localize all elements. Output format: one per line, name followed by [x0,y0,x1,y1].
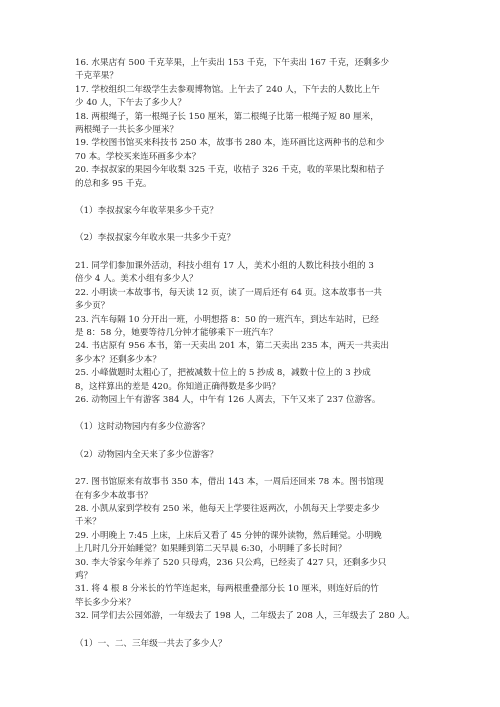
problem-block-21-26 [75,260,444,407]
text-line: 多少页？ [75,301,110,312]
sub-question: （1）一、二、三年级一共去了多少人？ [75,638,227,649]
text-line: 24. 书店原有 956 本书，第一天卖出 201 本，第二天卖出 235 本，两天一共卖出 [75,341,390,352]
text-line: 千克苹果？ [75,71,118,82]
sub-question: （1）这时动物园内有多少位游客？ [75,422,210,433]
text-line: 鸡？ [75,571,93,581]
text-line: 是 8：58 分，她要等待几分钟才能够乘下一班汽车？ [75,327,278,338]
text-line: 27. 图书馆原来有故事书 350 本，借出 143 本，一周后还回来 78 本。图书馆现 [75,477,384,488]
text-line: 20. 李叔叔家的果园今年收梨 325 千克，收桔子 326 千克，收的苹果比梨和桔子 [75,165,385,176]
problem-block-16-20 [75,57,444,191]
text-line: 两根绳子一共长多少厘米？ [75,125,179,136]
sub-question: （2）动物园内全天来了多少位游客？ [75,449,218,460]
problem-block-27-32 [75,476,444,623]
text-line: 19. 学校图书馆买来科技书 250 本，故事书 280 本，连环画比这两种书的总和少 [75,138,385,149]
text-line: 少 40 人，下午去了多少人？ [75,98,186,109]
text-line: 29. 小明晚上 7:45 上床，上床后又看了 45 分钟的课外读物，然后睡觉。小明晚 [75,530,382,541]
text-line: 28. 小凯从家到学校有 250 米，他每天上学要往返两次，小凯每天上学要走多少 [75,503,380,514]
text-line: 竿长多少分米？ [75,597,136,608]
text-line: 21. 同学们参加课外活动，科技小组有 17 人，美术小组的人数比科技小组的 3 [75,260,374,271]
text-line: 在有多少本故事书？ [75,490,153,501]
text-line: 25. 小峰做题时太粗心了，把被减数十位上的 5 抄成 8，减数十位上的 3 抄成 [75,368,371,379]
text-line: 倍少 4 人。美术小组有多少人？ [75,274,198,285]
text-line: 26. 动物园上午有游客 384 人，中午有 126 人离去，下午又来了 237 位游客。 [75,394,381,405]
text-line: 8，这样算出的差是 420。你知道正确得数是多少吗？ [75,381,281,392]
text-line: 70 本。学校买来连环画多少本？ [75,151,201,162]
text-line: 上几时几分开始睡觉？如果睡到第二天早晨 6:30，小明睡了多长时间？ [75,544,347,555]
text-line: 30. 李大爷家今年养了 520 只母鸡，236 只公鸡，已经卖了 427 只，还剩多少只 [75,557,387,568]
text-line: 23. 汽车每隔 10 分开出一班，小明想搭 8：50 的一班汽车，到达车站时，已经 [75,314,379,325]
text-line: 31. 将 4 根 8 分米长的竹竿连起来，每两根重叠部分长 10 厘米，则连好后的竹 [75,584,379,595]
text-line: 的总和多 95 千克。 [75,178,152,189]
text-line: 18. 两根绳子，第一根绳子长 150 厘米，第二根绳子比第一根绳子短 80 厘米， [75,111,379,122]
text-line: 17. 学校组织二年级学生去参观博物馆。上午去了 240 人，下午去的人数比上午 [75,84,380,95]
text-line: 32. 同学们去公园郊游，一年级去了 198 人，二年级去了 208 人，三年级去了 280 人。 [75,611,415,622]
sub-question: （2）李叔叔家今年收水果一共多少千克？ [75,233,236,244]
sub-question: （1）李叔叔家今年收苹果多少千克？ [75,206,218,217]
text-line: 千米？ [75,517,101,528]
text-line: 16. 水果店有 500 千克苹果，上午卖出 153 千克，下午卖出 167 千克，还剩多少 [75,58,390,68]
text-line: 22. 小明读一本故事书，每天读 12 页，读了一周后还有 64 页。这本故事书一共 [75,287,383,298]
text-line: 多少本？还剩多少本？ [75,354,161,365]
